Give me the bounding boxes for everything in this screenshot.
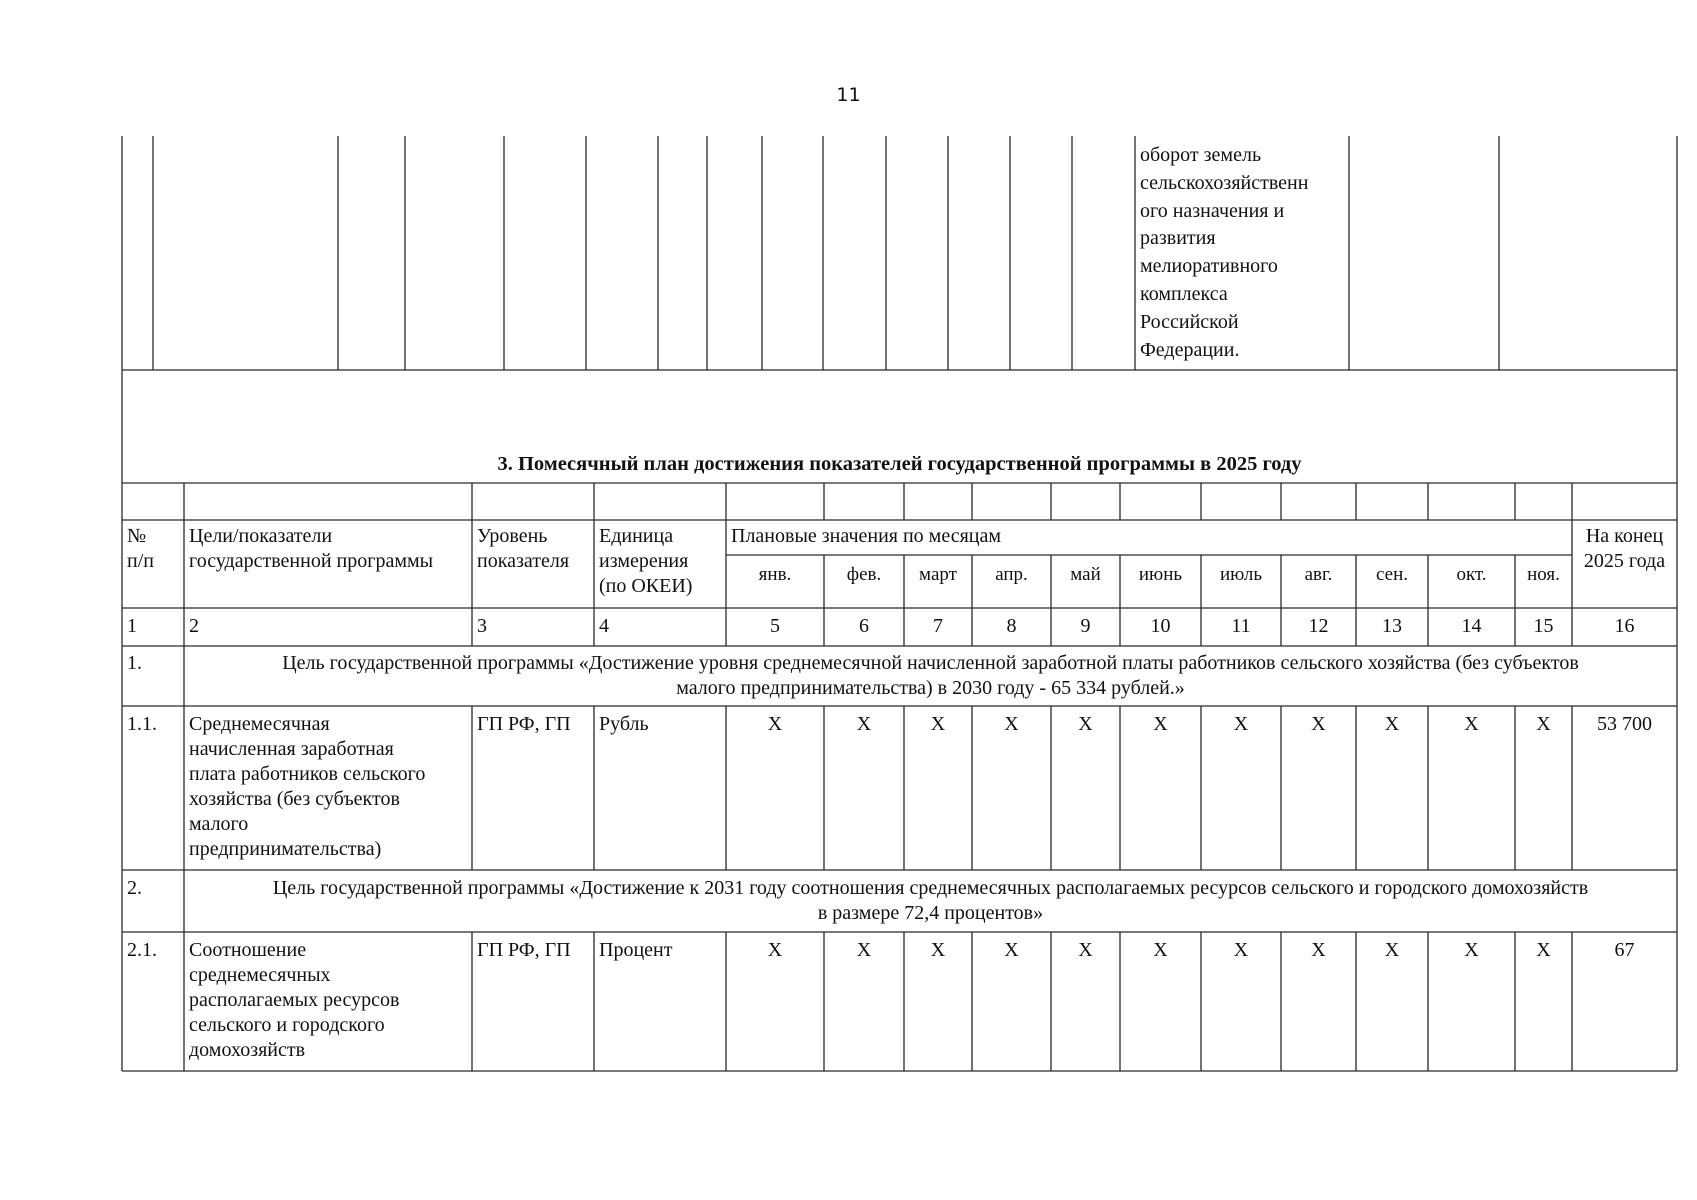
indicator1-jul: Х (1233, 713, 1249, 735)
col-num-5: 5 (770, 615, 780, 637)
indicator2-level: ГП РФ, ГП (477, 939, 571, 961)
indicator2-unit: Процент (599, 939, 673, 961)
month-sep: сен. (1375, 564, 1409, 585)
header-plan: Плановые значения по месяцам (731, 525, 1002, 547)
indicator1-nov: Х (1536, 713, 1551, 735)
indicator2-aug: Х (1311, 939, 1326, 961)
page-number: 11 (836, 84, 861, 106)
indicator1-jun: Х (1153, 713, 1168, 735)
indicator1-jan: Х (767, 713, 783, 735)
col-num-2: 2 (189, 615, 199, 637)
col-num-11: 11 (1231, 615, 1251, 637)
month-mar: март (919, 564, 957, 585)
indicator2-feb: Х (856, 939, 872, 961)
carryover-text: оборот земель сельскохозяйственн ого назначения и развития мелиоративного комплекса Российской Федерации. (1140, 144, 1309, 361)
indicator2-apr: Х (1004, 939, 1019, 961)
indicator2-name: Соотношение среднемесячных располагаемых ресурсов сельского и городского домохозяйств (189, 939, 400, 1061)
carryover-lines (122, 136, 1677, 370)
goal2-text: Цель государственной программы «Достижение к 2031 году соотношения среднемесячных располагаемых ресурсов сельского и городского домохозяйств в размере 72,4 процентов» (272, 877, 1589, 924)
indicator1-name: Среднемесячная начисленная заработная плата работников сельского хозяйства (без субъектов малого предпринимательства) (189, 713, 426, 860)
month-jul: июль (1219, 564, 1263, 585)
indicator1-mar: Х (930, 713, 946, 735)
col-num-4: 4 (599, 615, 609, 637)
indicator1-oct: Х (1464, 713, 1479, 735)
indicator1-sep: Х (1384, 713, 1400, 735)
indicator2-num: 2.1. (127, 939, 157, 961)
indicator1-may: Х (1078, 713, 1093, 735)
header-level: Уровень показателя (477, 525, 570, 572)
col-num-12: 12 (1308, 615, 1329, 637)
month-jan: янв. (758, 564, 792, 585)
col-num-9: 9 (1080, 615, 1091, 637)
col-num-16: 16 (1614, 615, 1635, 637)
goal1-text: Цель государственной программы «Достижение уровня среднемесячной начисленной заработной платы работников сельского хозяйства (без субъектов малого предпринимательства) в 2030 году - 65 334 рублей.» (282, 652, 1579, 699)
indicator1-end: 53 700 (1597, 713, 1652, 735)
indicator1-aug: Х (1311, 713, 1326, 735)
indicator2-sep: Х (1384, 939, 1400, 961)
indicator1-unit: Рубль (599, 713, 649, 735)
header-end: На конец 2025 года (1583, 525, 1666, 572)
goal1-num: 1. (127, 652, 142, 674)
month-oct: окт. (1456, 564, 1487, 585)
header-goals: Цели/показатели государственной программы (189, 525, 434, 572)
month-apr: апр. (995, 564, 1028, 585)
month-feb: фев. (846, 564, 882, 585)
indicator1-num: 1.1. (127, 713, 157, 735)
col-num-15: 15 (1533, 615, 1554, 637)
col-num-10: 10 (1150, 615, 1171, 637)
col-num-14: 14 (1461, 615, 1482, 637)
col-num-7: 7 (933, 615, 943, 637)
indicator2-may: Х (1078, 939, 1093, 961)
indicator1-level: ГП РФ, ГП (477, 713, 571, 735)
indicator2-oct: Х (1464, 939, 1479, 961)
goal2-num: 2. (127, 877, 142, 899)
header-num: № п/п (127, 525, 154, 572)
indicator1-feb: Х (856, 713, 872, 735)
col-num-8: 8 (1006, 615, 1017, 637)
indicator2-mar: Х (930, 939, 946, 961)
col-num-3: 3 (477, 615, 487, 637)
month-aug: авг. (1304, 564, 1333, 585)
indicator1-apr: Х (1004, 713, 1019, 735)
section-title: 3. Помесячный план достижения показателей государственной программы в 2025 году (497, 453, 1302, 475)
col-num-6: 6 (859, 615, 869, 637)
col-num-1: 1 (127, 615, 137, 637)
indicator2-nov: Х (1536, 939, 1551, 961)
indicator2-end: 67 (1614, 939, 1635, 961)
month-jun: июнь (1138, 564, 1183, 585)
header-unit: Единица измерения (по ОКЕИ) (599, 525, 693, 597)
indicator2-jun: Х (1153, 939, 1168, 961)
col-num-13: 13 (1382, 615, 1402, 637)
month-nov: ноя. (1527, 564, 1560, 585)
indicator2-jul: Х (1233, 939, 1249, 961)
indicator2-jan: Х (767, 939, 783, 961)
month-may: май (1070, 564, 1101, 585)
